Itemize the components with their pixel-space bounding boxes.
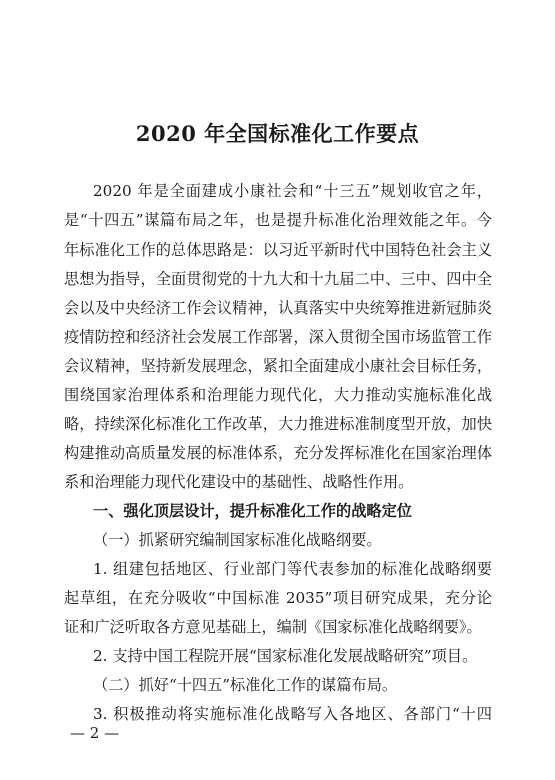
paragraph-line: 会议精神，坚持新发展理念，紧扣全面建成小康社会目标任务，	[64, 357, 492, 375]
paragraph-line: 思想为指导，全面贯彻党的十九大和十九届二中、三中、四中全	[64, 270, 492, 288]
item-line: 起草组，在充分吸收“中国标准 2035”项目研究成果，充分论	[64, 589, 492, 607]
paragraph-line: 疫情防控和经济社会发展工作部署，深入贯彻全国市场监管工作	[64, 328, 492, 346]
item-line: 2. 支持中国工程院开展“国家标准化发展战略研究”项目。	[93, 647, 478, 665]
item-line: 证和广泛听取各方意见基础上，编制《国家标准化战略纲要》。	[64, 618, 482, 636]
item-line: 1. 组建包括地区、行业部门等代表参加的标准化战略纲要	[93, 560, 492, 578]
paragraph-line: 构建推动高质量发展的标准体系，充分发挥标准化在国家治理体	[64, 444, 492, 462]
document-title: 2020 年全国标准化工作要点	[135, 121, 420, 146]
paragraph-line: 会以及中央经济工作会议精神，认真落实中央统筹推进新冠肺炎	[64, 299, 492, 317]
paragraph-line: 2020 年是全面建成小康社会和“十三五”规划收官之年，	[93, 182, 492, 200]
paragraph-line: 系和治理能力现代化建设中的基础性、战略性作用。	[64, 473, 414, 491]
subsection-heading: （二）抓好“十四五”标准化工作的谋篇布局。	[93, 676, 398, 694]
section-heading: 一、强化顶层设计，提升标准化工作的战略定位	[93, 502, 412, 520]
paragraph-line: 略，持续深化标准化工作改革，大力推进标准制度型开放，加快	[64, 415, 492, 433]
paragraph-line: 围绕国家治理体系和治理能力现代化，大力推动实施标准化战	[64, 386, 492, 404]
paragraph-line: 年标准化工作的总体思路是：以习近平新时代中国特色社会主义	[64, 241, 492, 259]
item-line: 3. 积极推动将实施标准化战略写入各地区、各部门“十四	[93, 705, 492, 723]
paragraph-line: 是“十四五”谋篇布局之年，也是提升标准化治理效能之年。今	[64, 211, 492, 229]
subsection-heading: （一）抓紧研究编制国家标准化战略纲要。	[93, 531, 382, 549]
page-number: — 2 —	[70, 724, 120, 742]
